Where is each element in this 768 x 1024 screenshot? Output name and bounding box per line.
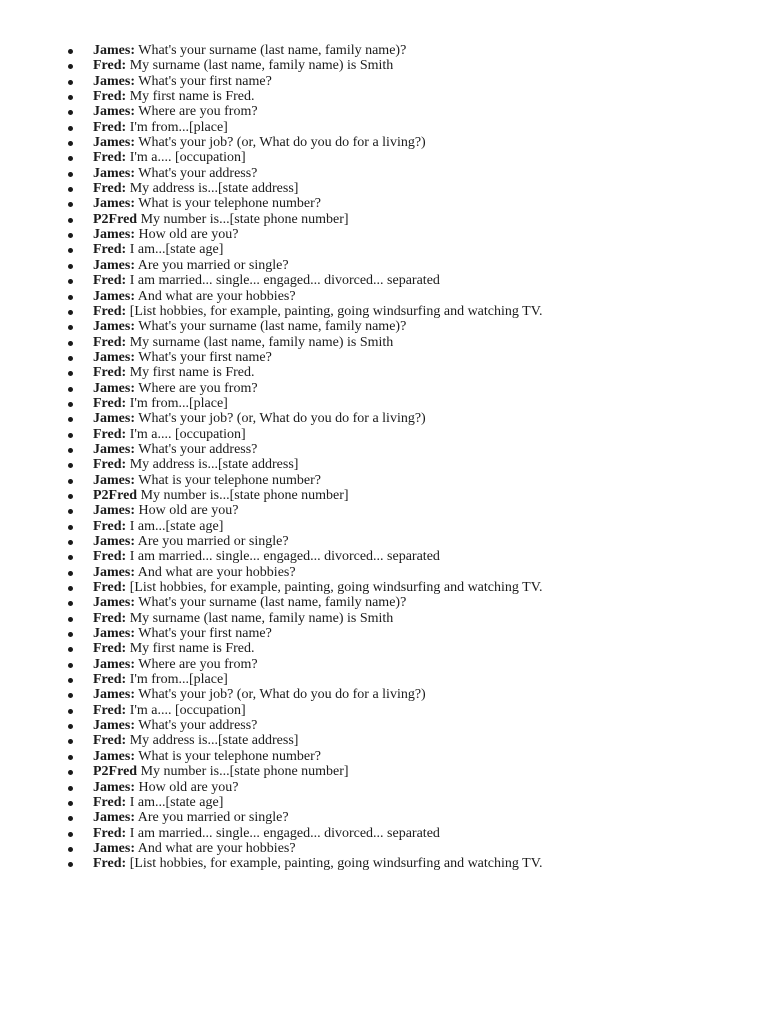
line-text: Are you married or single? xyxy=(137,810,289,826)
dialogue-line xyxy=(0,611,768,626)
dialogue-line xyxy=(0,780,768,795)
speaker-name: James: xyxy=(93,288,135,304)
speaker-name: James: xyxy=(93,687,135,703)
line-text: I'm from...[place] xyxy=(129,672,228,688)
dialogue-line xyxy=(0,795,768,810)
line-text: What's your job? (or, What do you do for a living?) xyxy=(138,135,426,151)
dialogue-line xyxy=(0,381,768,396)
bullet-icon xyxy=(68,49,73,54)
speaker-name: Fred: xyxy=(93,856,127,872)
line-text: My surname (last name, family name) is Smith xyxy=(129,58,394,74)
dialogue-line xyxy=(0,227,768,242)
line-text: And what are your hobbies? xyxy=(137,288,296,304)
bullet-icon xyxy=(68,172,73,177)
bullet-icon xyxy=(68,279,73,284)
bullet-icon xyxy=(68,862,73,867)
speaker-name: James: xyxy=(93,135,135,151)
bullet-icon xyxy=(68,433,73,438)
dialogue-line xyxy=(0,503,768,518)
line-text: I'm a.... [occupation] xyxy=(129,150,246,166)
line-text: I'm from...[place] xyxy=(129,395,228,411)
line-text: How old are you? xyxy=(138,503,239,519)
dialogue-line xyxy=(0,826,768,841)
dialogue-line xyxy=(0,427,768,442)
dialogue-line xyxy=(0,457,768,472)
dialogue-line xyxy=(0,120,768,135)
dialogue-line xyxy=(0,749,768,764)
line-text: [List hobbies, for example, painting, going windsurfing and watching TV. xyxy=(129,303,543,319)
dialogue-line xyxy=(0,350,768,365)
dialogue-line xyxy=(0,181,768,196)
bullet-icon xyxy=(68,663,73,668)
line-text: What's your surname (last name, family name)? xyxy=(138,319,407,335)
speaker-name: Fred: xyxy=(93,580,127,596)
dialogue-line xyxy=(0,135,768,150)
line-text: My surname (last name, family name) is Smith xyxy=(129,334,394,350)
speaker-name: James: xyxy=(93,441,135,457)
line-text: What's your address? xyxy=(138,718,258,734)
dialogue-line xyxy=(0,565,768,580)
speaker-name: P2Fred xyxy=(93,487,138,503)
speaker-name: James: xyxy=(93,840,135,856)
dialogue-line xyxy=(0,273,768,288)
speaker-name: Fred: xyxy=(93,242,127,258)
bullet-icon xyxy=(68,739,73,744)
line-text: My number is...[state phone number] xyxy=(140,487,349,503)
bullet-icon xyxy=(68,509,73,514)
dialogue-line xyxy=(0,304,768,319)
line-text: My first name is Fred. xyxy=(129,365,255,381)
dialogue-line xyxy=(0,196,768,211)
bullet-icon xyxy=(68,371,73,376)
bullet-icon xyxy=(68,540,73,545)
dialogue-line xyxy=(0,810,768,825)
bullet-icon xyxy=(68,832,73,837)
speaker-name: James: xyxy=(93,257,135,273)
line-text: I am married... single... engaged... divorced... separated xyxy=(129,825,440,841)
bullet-icon xyxy=(68,341,73,346)
dialogue-line xyxy=(0,258,768,273)
line-text: And what are your hobbies? xyxy=(137,840,296,856)
dialogue-line xyxy=(0,411,768,426)
dialogue-line xyxy=(0,43,768,58)
dialogue-line xyxy=(0,626,768,641)
dialogue-list xyxy=(0,43,768,872)
speaker-name: James: xyxy=(93,380,135,396)
dialogue-line xyxy=(0,519,768,534)
dialogue-line xyxy=(0,166,768,181)
speaker-name: James: xyxy=(93,104,135,120)
bullet-icon xyxy=(68,295,73,300)
bullet-icon xyxy=(68,571,73,576)
speaker-name: Fred: xyxy=(93,334,127,350)
bullet-icon xyxy=(68,755,73,760)
speaker-name: Fred: xyxy=(93,273,127,289)
line-text: What's your address? xyxy=(138,441,258,457)
line-text: I am married... single... engaged... divorced... separated xyxy=(129,273,440,289)
speaker-name: James: xyxy=(93,626,135,642)
line-text: What is your telephone number? xyxy=(138,196,321,212)
line-text: I am married... single... engaged... divorced... separated xyxy=(129,549,440,565)
line-text: My surname (last name, family name) is Smith xyxy=(129,610,394,626)
bullet-icon xyxy=(68,141,73,146)
line-text: What's your first name? xyxy=(138,626,272,642)
speaker-name: James: xyxy=(93,656,135,672)
bullet-icon xyxy=(68,647,73,652)
line-text: How old are you? xyxy=(138,779,239,795)
bullet-icon xyxy=(68,126,73,131)
line-text: My address is...[state address] xyxy=(129,457,299,473)
line-text: How old are you? xyxy=(138,227,239,243)
line-text: My address is...[state address] xyxy=(129,733,299,749)
speaker-name: James: xyxy=(93,319,135,335)
bullet-icon xyxy=(68,187,73,192)
bullet-icon xyxy=(68,786,73,791)
speaker-name: Fred: xyxy=(93,365,127,381)
bullet-icon xyxy=(68,463,73,468)
dialogue-line xyxy=(0,335,768,350)
speaker-name: James: xyxy=(93,534,135,549)
speaker-name: P2Fred xyxy=(93,211,138,227)
speaker-name: James: xyxy=(93,411,135,427)
line-text: [List hobbies, for example, painting, going windsurfing and watching TV. xyxy=(129,580,543,596)
bullet-icon xyxy=(68,816,73,821)
dialogue-line xyxy=(0,657,768,672)
line-text: What's your first name? xyxy=(138,73,272,89)
dialogue-line xyxy=(0,534,768,549)
dialogue-line xyxy=(0,641,768,656)
line-text: What is your telephone number? xyxy=(138,748,321,764)
bullet-icon xyxy=(68,264,73,269)
line-text: I'm a.... [occupation] xyxy=(129,426,246,442)
line-text: Where are you from? xyxy=(138,380,258,396)
line-text: What's your surname (last name, family name)? xyxy=(138,43,407,58)
speaker-name: James: xyxy=(93,43,135,58)
bullet-icon xyxy=(68,325,73,330)
dialogue-line xyxy=(0,488,768,503)
speaker-name: James: xyxy=(93,472,135,488)
line-text: Are you married or single? xyxy=(137,257,289,273)
dialogue-line xyxy=(0,289,768,304)
dialogue-line xyxy=(0,89,768,104)
line-text: What's your address? xyxy=(138,165,258,181)
dialogue-line xyxy=(0,212,768,227)
line-text: I am...[state age] xyxy=(129,518,224,534)
bullet-icon xyxy=(68,417,73,422)
speaker-name: Fred: xyxy=(93,181,127,197)
speaker-name: Fred: xyxy=(93,549,127,565)
speaker-name: James: xyxy=(93,349,135,365)
dialogue-line xyxy=(0,595,768,610)
dialogue-line xyxy=(0,58,768,73)
line-text: What's your job? (or, What do you do for a living?) xyxy=(138,687,426,703)
speaker-name: Fred: xyxy=(93,672,127,688)
line-text: What's your first name? xyxy=(138,349,272,365)
bullet-icon xyxy=(68,494,73,499)
bullet-icon xyxy=(68,555,73,560)
line-text: I am...[state age] xyxy=(129,794,224,810)
dialogue-line xyxy=(0,150,768,165)
dialogue-line xyxy=(0,733,768,748)
bullet-icon xyxy=(68,525,73,530)
speaker-name: P2Fred xyxy=(93,764,138,780)
bullet-icon xyxy=(68,387,73,392)
speaker-name: James: xyxy=(93,503,135,519)
speaker-name: James: xyxy=(93,595,135,611)
line-text: My first name is Fred. xyxy=(129,641,255,657)
bullet-icon xyxy=(68,80,73,85)
bullet-icon xyxy=(68,847,73,852)
speaker-name: Fred: xyxy=(93,610,127,626)
speaker-name: James: xyxy=(93,564,135,580)
speaker-name: Fred: xyxy=(93,150,127,166)
line-text: What's your surname (last name, family name)? xyxy=(138,595,407,611)
speaker-name: James: xyxy=(93,748,135,764)
line-text: I'm a.... [occupation] xyxy=(129,702,246,718)
dialogue-line xyxy=(0,74,768,89)
speaker-name: Fred: xyxy=(93,794,127,810)
dialogue-line xyxy=(0,104,768,119)
dialogue-line xyxy=(0,703,768,718)
dialogue-line xyxy=(0,687,768,702)
line-text: Where are you from? xyxy=(138,656,258,672)
bullet-icon xyxy=(68,310,73,315)
speaker-name: Fred: xyxy=(93,825,127,841)
line-text: What's your job? (or, What do you do for a living?) xyxy=(138,411,426,427)
bullet-icon xyxy=(68,632,73,637)
bullet-icon xyxy=(68,724,73,729)
bullet-icon xyxy=(68,248,73,253)
line-text: What is your telephone number? xyxy=(138,472,321,488)
speaker-name: James: xyxy=(93,73,135,89)
dialogue-line xyxy=(0,473,768,488)
bullet-icon xyxy=(68,202,73,207)
line-text: My number is...[state phone number] xyxy=(140,764,349,780)
line-text: Are you married or single? xyxy=(137,534,289,549)
bullet-icon xyxy=(68,402,73,407)
line-text: My first name is Fred. xyxy=(129,89,255,105)
bullet-icon xyxy=(68,601,73,606)
bullet-icon xyxy=(68,156,73,161)
bullet-icon xyxy=(68,586,73,591)
dialogue-line xyxy=(0,856,768,871)
bullet-icon xyxy=(68,693,73,698)
line-text: I am...[state age] xyxy=(129,242,224,258)
speaker-name: James: xyxy=(93,810,135,826)
speaker-name: James: xyxy=(93,196,135,212)
dialogue-line xyxy=(0,764,768,779)
bullet-icon xyxy=(68,678,73,683)
line-text: My number is...[state phone number] xyxy=(140,211,349,227)
bullet-icon xyxy=(68,770,73,775)
speaker-name: James: xyxy=(93,165,135,181)
speaker-name: James: xyxy=(93,227,135,243)
dialogue-line xyxy=(0,396,768,411)
speaker-name: James: xyxy=(93,779,135,795)
bullet-icon xyxy=(68,110,73,115)
bullet-icon xyxy=(68,95,73,100)
dialogue-line xyxy=(0,580,768,595)
line-text: I'm from...[place] xyxy=(129,119,228,135)
bullet-icon xyxy=(68,617,73,622)
dialogue-line xyxy=(0,319,768,334)
speaker-name: Fred: xyxy=(93,395,127,411)
speaker-name: Fred: xyxy=(93,702,127,718)
speaker-name: Fred: xyxy=(93,426,127,442)
dialogue-line xyxy=(0,841,768,856)
line-text: [List hobbies, for example, painting, going windsurfing and watching TV. xyxy=(129,856,543,872)
dialogue-line xyxy=(0,672,768,687)
dialogue-line xyxy=(0,718,768,733)
line-text: My address is...[state address] xyxy=(129,181,299,197)
bullet-icon xyxy=(68,233,73,238)
bullet-icon xyxy=(68,801,73,806)
line-text: And what are your hobbies? xyxy=(137,564,296,580)
bullet-icon xyxy=(68,356,73,361)
bullet-icon xyxy=(68,709,73,714)
bullet-icon xyxy=(68,448,73,453)
dialogue-line xyxy=(0,549,768,564)
speaker-name: Fred: xyxy=(93,89,127,105)
speaker-name: Fred: xyxy=(93,518,127,534)
speaker-name: James: xyxy=(93,718,135,734)
line-text: Where are you from? xyxy=(138,104,258,120)
dialogue-line xyxy=(0,365,768,380)
dialogue-line xyxy=(0,442,768,457)
dialogue-line xyxy=(0,242,768,257)
speaker-name: Fred: xyxy=(93,641,127,657)
bullet-icon xyxy=(68,479,73,484)
bullet-icon xyxy=(68,64,73,69)
speaker-name: Fred: xyxy=(93,119,127,135)
speaker-name: Fred: xyxy=(93,303,127,319)
speaker-name: Fred: xyxy=(93,733,127,749)
speaker-name: Fred: xyxy=(93,58,127,74)
bullet-icon xyxy=(68,218,73,223)
speaker-name: Fred: xyxy=(93,457,127,473)
